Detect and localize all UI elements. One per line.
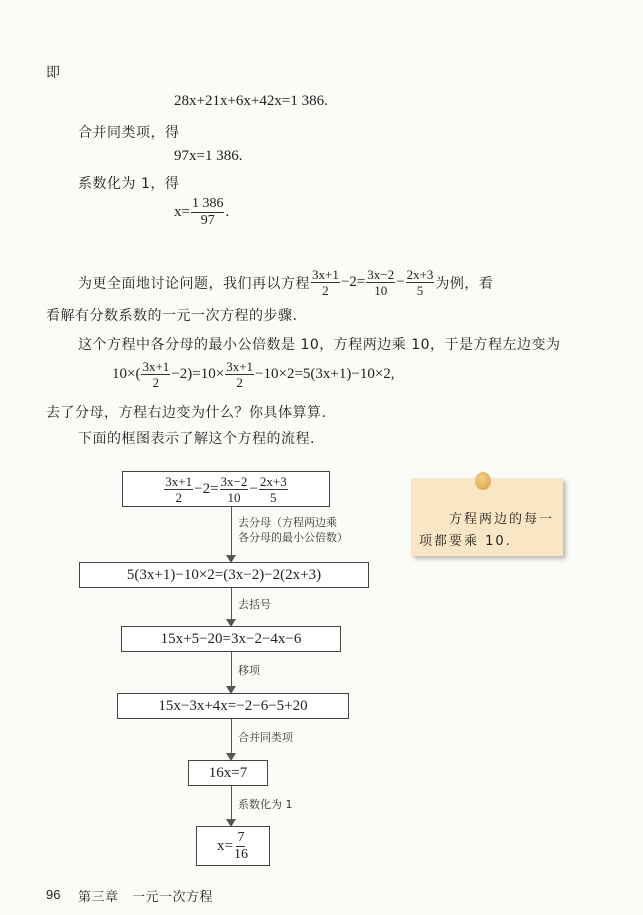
paragraph-3: 去了分母，方程右边变为什么？你具体算算.: [46, 405, 327, 421]
label-coefficient: 系数化为 1: [238, 798, 293, 811]
text-ji: 即: [46, 65, 61, 81]
flow-box-result: x= $\frac{7}{16}$: [196, 826, 270, 866]
flow-arrow-1: [231, 507, 232, 559]
inline-equation: $\frac{3x+1}{2}$ −2= $\frac{3x-2}{10}$ − $\frac{2x+3}{5}$: [312, 267, 434, 298]
flow-box-step-2: 15x+5−20=3x−2−4x−6: [121, 626, 341, 652]
sticky-note: [411, 478, 563, 556]
text-coef: 系数化为 1，得: [78, 176, 180, 192]
flow-box-step-4: 16x=7: [188, 760, 268, 786]
label-remove-denominator-2: 各分母的最小公倍数）: [238, 531, 348, 544]
label-combine-terms: 合并同类项: [238, 731, 293, 744]
equation-1: 28x+21x+6x+42x=1 386.: [174, 93, 328, 109]
flow-arrow-5: [231, 786, 232, 823]
equation-4: 10×( $\frac{3x+1}{2}$ −2)=10× $\frac{3x+1}{2}$ −10×2=5(3x+1)−10×2,: [112, 359, 395, 390]
note-line-2: 项都要乘 10.: [419, 534, 512, 549]
label-remove-denominator-1: 去分母（方程两边乘: [238, 516, 337, 529]
flow-box-original: $\frac{3x+1}{2}$ −2= $\frac{3x-2}{10}$ − $\frac{2x+3}{5}$: [122, 471, 330, 507]
pushpin-icon: [475, 472, 491, 490]
paragraph-4: 下面的框图表示了解这个方程的流程.: [78, 431, 315, 447]
flow-box-step-1: 5(3x+1)−10×2=(3x−2)−2(2x+3): [79, 562, 369, 588]
paragraph-1: 为更全面地讨论问题，我们再以方程 $\frac{3x+1}{2}$ −2= $\frac{3x-2}{10}$ − $\frac{2x+3}{5}$ 为例，看: [78, 267, 494, 298]
text-merge: 合并同类项，得: [78, 125, 180, 141]
page-number: 96: [46, 887, 61, 902]
flow-box-step-3: 15x−3x+4x=−2−6−5+20: [117, 693, 349, 719]
flow-arrow-2: [231, 588, 232, 623]
equation-3: x= $\frac{1 386}{97}$ .: [174, 196, 230, 228]
chapter-title: 第三章 一元一次方程: [78, 890, 214, 905]
equation-2: 97x=1 386.: [174, 148, 243, 164]
flow-arrow-4: [231, 719, 232, 757]
paragraph-2: 这个方程中各分母的最小公倍数是 10，方程两边乘 10，于是方程左边变为: [78, 337, 561, 353]
paragraph-1-cont: 看解有分数系数的一元一次方程的步骤.: [46, 308, 298, 324]
flow-arrow-3: [231, 652, 232, 690]
label-remove-brackets: 去括号: [238, 598, 271, 611]
label-transpose: 移项: [238, 664, 260, 677]
note-line-1: 方程两边的每一: [449, 512, 555, 527]
